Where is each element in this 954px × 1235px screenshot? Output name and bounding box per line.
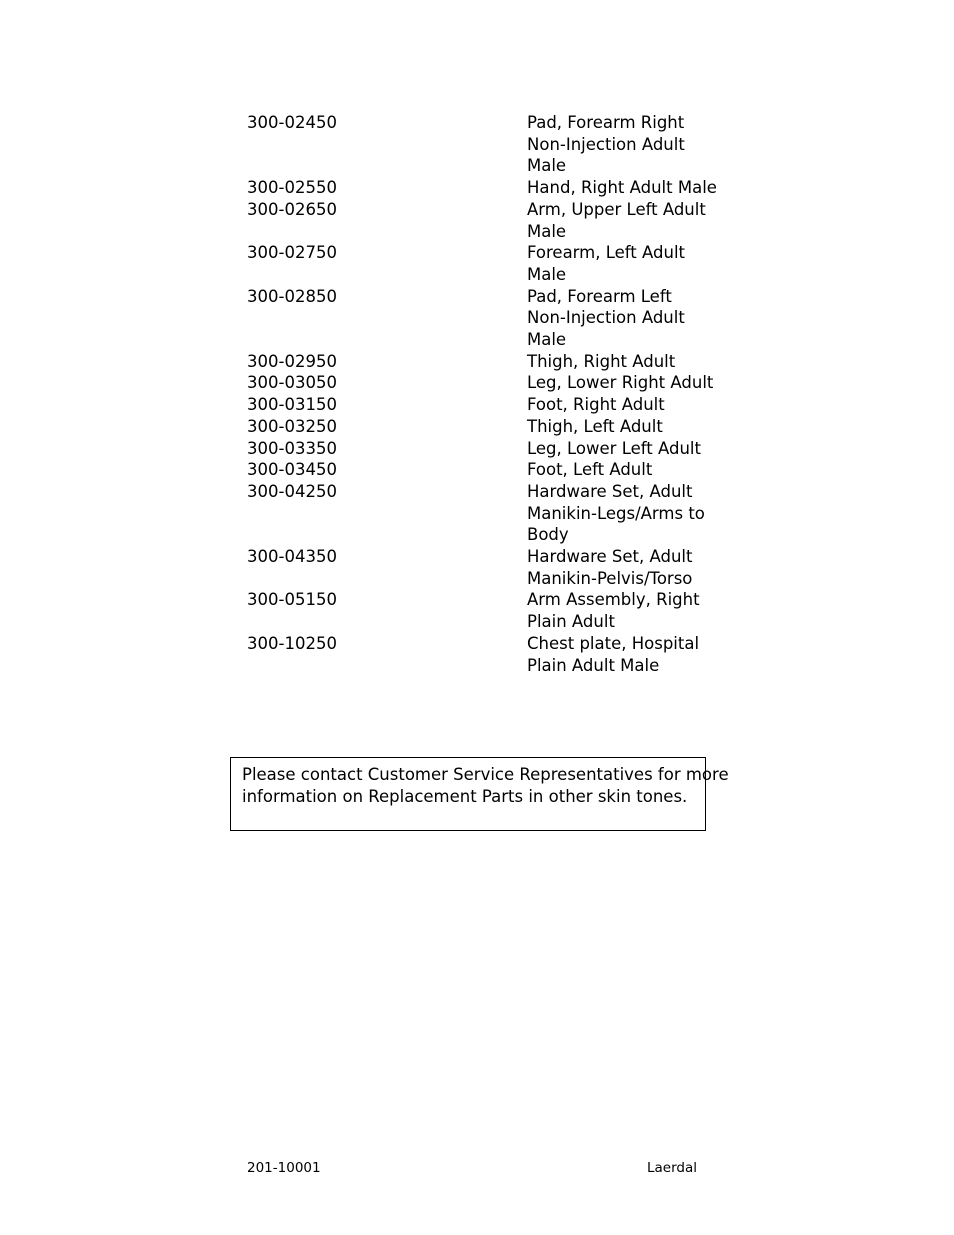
part-description xyxy=(527,177,717,199)
part-description-line: Foot, Left Adult xyxy=(527,460,653,480)
part-description xyxy=(527,546,717,589)
part-number: 300-05150 xyxy=(247,590,337,610)
part-description-line: Non-Injection Adult xyxy=(527,134,685,154)
part-number: 300-04250 xyxy=(247,481,337,501)
part-number: 300-03250 xyxy=(247,416,337,436)
part-description-line: Pad, Forearm Left xyxy=(527,286,672,306)
part-row xyxy=(247,546,727,589)
part-row xyxy=(247,633,727,676)
part-description xyxy=(527,438,717,460)
part-row xyxy=(247,416,727,438)
part-description-line: Thigh, Left Adult xyxy=(527,416,663,436)
part-description-line: Leg, Lower Right Adult xyxy=(527,373,714,393)
part-number: 300-03150 xyxy=(247,395,337,415)
part-description-line: Male xyxy=(527,330,567,350)
part-description xyxy=(527,199,717,242)
part-description xyxy=(527,242,717,285)
footer-brand: Laerdal xyxy=(647,1160,698,1176)
part-number: 300-03350 xyxy=(247,438,337,458)
part-description-line: Thigh, Right Adult xyxy=(527,351,676,371)
part-row xyxy=(247,481,727,546)
part-row xyxy=(247,112,727,177)
part-description-line: Male xyxy=(527,156,567,176)
part-description-line: Male xyxy=(527,264,567,284)
part-number: 300-02550 xyxy=(247,178,337,198)
part-row xyxy=(247,351,727,373)
part-description-line: Manikin-Legs/Arms to xyxy=(527,503,705,523)
part-description xyxy=(527,394,717,416)
replacement-parts-list xyxy=(247,112,727,676)
part-description-line: Hardware Set, Adult xyxy=(527,547,693,567)
part-description-line: Arm, Upper Left Adult xyxy=(527,199,706,219)
part-description-line: Male xyxy=(527,221,567,241)
part-row xyxy=(247,394,727,416)
part-description xyxy=(527,112,717,177)
part-description-line: Foot, Right Adult xyxy=(527,395,665,415)
part-number: 300-03450 xyxy=(247,460,337,480)
part-row xyxy=(247,199,727,242)
part-row xyxy=(247,459,727,481)
part-description xyxy=(527,633,717,676)
part-row xyxy=(247,372,727,394)
notice-text-line-1: Please contact Customer Service Representatives for more xyxy=(242,765,729,784)
part-row xyxy=(247,242,727,285)
part-number: 300-02950 xyxy=(247,351,337,371)
part-description xyxy=(527,351,717,373)
part-number: 300-10250 xyxy=(247,633,337,653)
part-description xyxy=(527,459,717,481)
part-description-line: Plain Adult xyxy=(527,612,615,632)
part-description-line: Non-Injection Adult xyxy=(527,308,685,328)
part-description-line: Leg, Lower Left Adult xyxy=(527,438,701,458)
part-number: 300-02650 xyxy=(247,199,337,219)
part-number: 300-02750 xyxy=(247,243,337,263)
part-row xyxy=(247,438,727,460)
part-description xyxy=(527,589,717,632)
part-description-line: Pad, Forearm Right xyxy=(527,113,685,132)
notice-text-line-2: information on Replacement Parts in other skin tones. xyxy=(242,786,688,806)
part-description xyxy=(527,481,717,546)
skin-tone-notice-box xyxy=(230,757,729,831)
part-description-line: Plain Adult Male xyxy=(527,655,660,675)
part-number: 300-04350 xyxy=(247,547,337,567)
part-number: 300-02850 xyxy=(247,286,337,306)
part-description xyxy=(527,416,717,438)
part-description-line: Hand, Right Adult Male xyxy=(527,178,717,198)
part-description-line: Hardware Set, Adult xyxy=(527,481,693,501)
footer-document-number: 201-10001 xyxy=(247,1160,321,1176)
part-description-line: Forearm, Left Adult xyxy=(527,243,686,263)
part-row xyxy=(247,177,727,199)
part-row xyxy=(247,589,727,632)
part-description-line: Chest plate, Hospital xyxy=(527,633,700,653)
part-description-line: Arm Assembly, Right xyxy=(527,590,700,610)
part-description-line: Body xyxy=(527,525,569,545)
part-number: 300-03050 xyxy=(247,373,337,393)
part-number: 300-02450 xyxy=(247,113,337,132)
part-description xyxy=(527,372,717,394)
part-row xyxy=(247,286,727,351)
part-description-line: Manikin-Pelvis/Torso xyxy=(527,568,693,588)
part-description xyxy=(527,286,717,351)
